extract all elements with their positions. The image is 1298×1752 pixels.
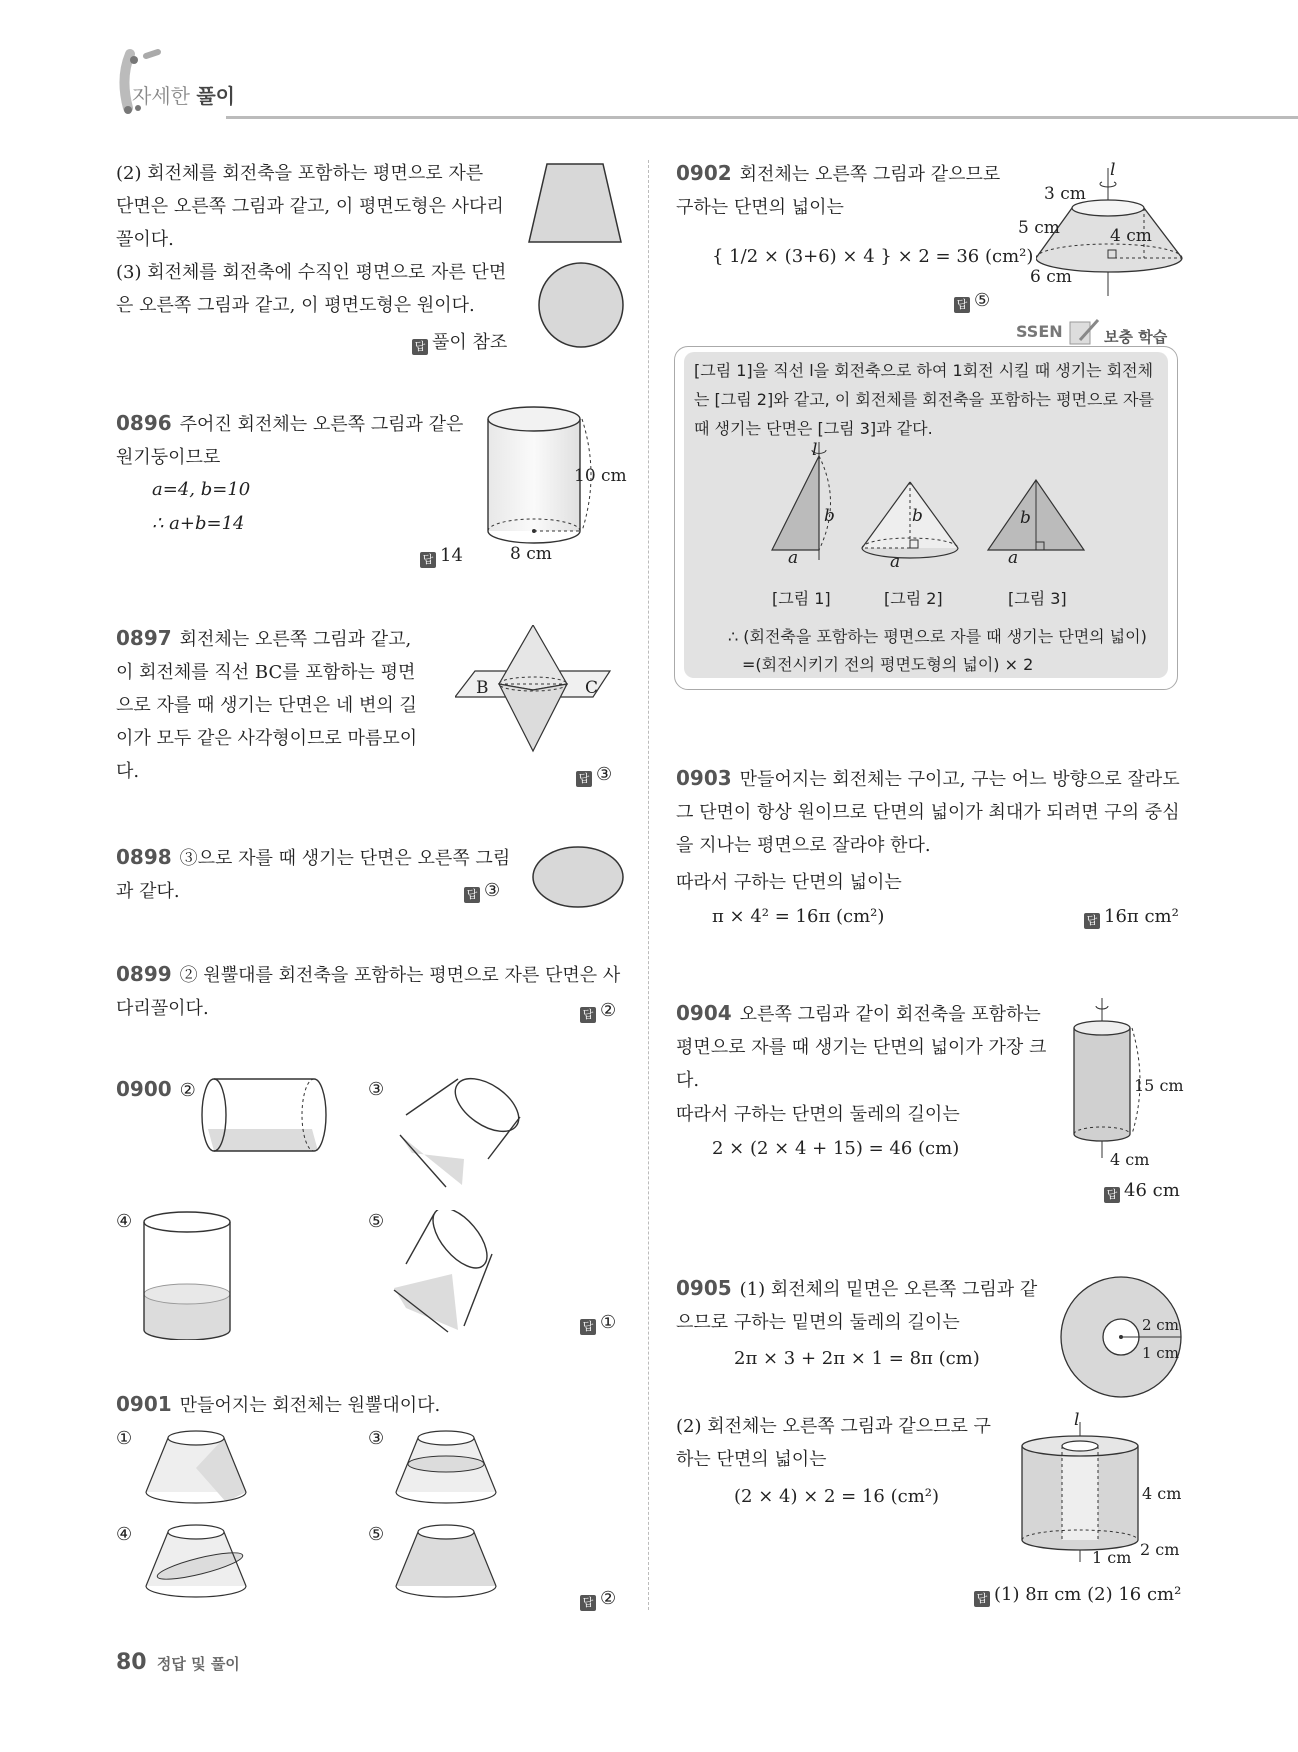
problem-text: 회전체는 오른쪽 그림과 같으므로 구하는 단면의 넓이는	[676, 164, 1001, 218]
frustum-figure-3	[392, 1428, 502, 1508]
equation-2: ∴ a+b=14	[152, 513, 245, 534]
problem-number: 0897	[116, 626, 172, 650]
answer-0897	[576, 764, 612, 787]
fig3-b-label: b	[1020, 508, 1031, 528]
part-label: (3)	[116, 262, 142, 283]
option-label: ①	[116, 1428, 133, 1449]
problem-number: 0901	[116, 1392, 172, 1416]
fig2-b-label: b	[912, 506, 923, 526]
cylinder-width-label: 8 cm	[510, 544, 552, 564]
answer-0900	[580, 1312, 616, 1335]
annulus-outer-label: 2 cm	[1142, 1316, 1179, 1334]
answer-text: 14	[440, 545, 463, 566]
answer-text: 풀이 참조	[432, 332, 508, 353]
answer-icon: 답	[412, 339, 428, 355]
cylinder-tilted-figure	[392, 1075, 532, 1195]
header-rule	[226, 116, 1298, 119]
answer-icon: 답	[1084, 913, 1100, 929]
answer-0902	[954, 290, 990, 313]
header-title-light: 자세한	[132, 84, 190, 108]
problem-number: 0900	[116, 1077, 172, 1101]
answer-icon: 답	[954, 297, 970, 313]
page-footer	[116, 1650, 240, 1675]
frustum-top-label: 3 cm	[1044, 184, 1086, 204]
answer-text: 16π cm²	[1104, 906, 1179, 927]
part-label: (1)	[739, 1279, 766, 1300]
caption-fig-3: [그림 3]	[1008, 589, 1067, 608]
axis-l-label: l	[1074, 1410, 1080, 1430]
answer-icon: 답	[1104, 1187, 1120, 1203]
equation-0903: π × 4² = 16π (cm²)	[712, 906, 885, 927]
ssen-conclusion-1: ∴ (회전축을 포함하는 평면으로 자를 때 생기는 단면의 넓이)	[728, 627, 1147, 646]
problem-text: ③으로 자를 때 생기는 단면은 오른쪽 그림과 같다.	[116, 848, 511, 902]
answer-text: ③	[596, 764, 613, 785]
trapezoid-figure	[525, 160, 625, 246]
answer-text: (1) 8π cm (2) 16 cm²	[994, 1584, 1182, 1605]
equation-0902: { 1/2 × (3+6) × 4 } × 2 = 36 (cm²)	[712, 246, 1034, 267]
answer-text: ③	[484, 880, 501, 901]
caption-fig-2: [그림 2]	[884, 589, 943, 608]
equation-0905-2: (2 × 4) × 2 = 16 (cm²)	[734, 1486, 940, 1507]
sol-0903	[676, 762, 1180, 862]
cylinder-radius-label: 4 cm	[1110, 1150, 1150, 1169]
frustum-side-label: 5 cm	[1018, 218, 1060, 238]
answer-text: ②	[600, 1000, 617, 1021]
problem-text: 만들어지는 회전체는 구이고, 구는 어느 방향으로 잘라도 그 단면이 항상 원이므로 단면의 넓이가 최대가 되려면 구의 중심을 지나는 평면으로 잘라야 한다.	[676, 769, 1180, 856]
answer-icon: 답	[580, 1595, 596, 1611]
sol-0897	[116, 622, 432, 788]
ssen-brand-text: SSEN	[1016, 322, 1063, 341]
sol-0899	[116, 958, 626, 1025]
cylinder-lying-figure	[200, 1075, 330, 1155]
option-label: ③	[368, 1428, 385, 1449]
pencil-note-icon	[1066, 316, 1100, 346]
part-text: 회전체는 오른쪽 그림과 같으므로 구하는 단면의 넓이는	[676, 1416, 991, 1470]
problem-text: 주어진 회전체는 오른쪽 그림과 같은 원기둥이므로	[116, 414, 464, 468]
answer-icon: 답	[420, 552, 436, 568]
answer-0898	[464, 880, 500, 903]
part-text: 회전체를 회전축에 수직인 평면으로 자른 단면은 오른쪽 그림과 같고, 이 평면도형은 원이다.	[116, 262, 507, 316]
equation-0905-1: 2π × 3 + 2π × 1 = 8π (cm)	[734, 1348, 980, 1369]
part-text: 회전체의 밑면은 오른쪽 그림과 같으므로 구하는 밑면의 둘레의 길이는	[676, 1279, 1038, 1333]
frustum-height-label: 4 cm	[1110, 226, 1152, 246]
sol-0905-part1	[676, 1272, 1042, 1339]
fig1-l-label: l	[812, 440, 818, 460]
answer-0896	[420, 545, 463, 568]
option-label: ⑤	[368, 1211, 385, 1232]
frustum-figure-5	[392, 1522, 502, 1602]
ssen-figure-3	[984, 476, 1088, 554]
fig1-b-label: b	[824, 506, 835, 526]
frustum-bottom-label: 6 cm	[1030, 267, 1072, 287]
ssen-text: [그림 1]을 직선 l을 회전축으로 하여 1회전 시킬 때 생기는 회전체는 [그림 2]와 같고, 이 회전체를 회전축을 포함하는 평면으로 자를 때 생기는 단면은 [그림 3]과 같다.	[694, 361, 1154, 438]
page-number: 80	[116, 1650, 147, 1675]
fig1-a-label: a	[788, 548, 799, 568]
answer-0899	[580, 1000, 616, 1023]
frustum-figure-4	[142, 1522, 252, 1602]
sol-0901	[116, 1388, 440, 1422]
equation-0904: 2 × (2 × 4 + 15) = 46 (cm)	[712, 1138, 960, 1159]
hollow-cylinder-figure	[1018, 1422, 1150, 1562]
sol-0895-part2	[116, 157, 506, 256]
cylinder-tilted-figure-2	[388, 1210, 518, 1340]
problem-number: 0902	[676, 161, 732, 185]
column-divider	[648, 160, 649, 1610]
option-label: ②	[179, 1080, 196, 1101]
sol-0902	[676, 157, 1006, 224]
answer-text: ⑤	[974, 290, 991, 311]
page-header-title	[132, 80, 235, 109]
ssen-conclusion-2: =(회전시키기 전의 평면도형의 넓이) × 2	[742, 655, 1034, 674]
sol-0903-text2: 따라서 구하는 단면의 넓이는	[676, 872, 902, 893]
answer-icon: 답	[576, 771, 592, 787]
answer-text: ②	[600, 1588, 617, 1609]
problem-number: 0899	[116, 962, 172, 986]
hollow-cylinder-inner-label: 1 cm	[1092, 1548, 1132, 1567]
part-text: 회전체를 회전축을 포함하는 평면으로 자른 단면은 오른쪽 그림과 같고, 이 평면도형은 사다리꼴이다.	[116, 163, 504, 250]
answer-0903	[1084, 906, 1179, 929]
option-label: ③	[368, 1079, 385, 1100]
answer-icon: 답	[974, 1591, 990, 1607]
sol-0895-part3	[116, 256, 516, 322]
cylinder-height-label: 10 cm	[574, 466, 627, 486]
answer-text: 46 cm	[1124, 1180, 1180, 1201]
cylinder-height-label: 15 cm	[1134, 1076, 1184, 1095]
problem-number: 0896	[116, 411, 172, 435]
point-b-label: B	[476, 678, 489, 698]
option-label: ⑤	[368, 1524, 385, 1545]
option-label: ④	[116, 1211, 133, 1232]
answer-icon: 답	[580, 1007, 596, 1023]
header-title-bold: 풀이	[196, 84, 235, 108]
answer-icon: 답	[580, 1319, 596, 1335]
annulus-figure	[1058, 1274, 1184, 1400]
sol-0904-text2: 따라서 구하는 단면의 둘레의 길이는	[676, 1104, 960, 1125]
hollow-cylinder-height-label: 4 cm	[1142, 1484, 1182, 1503]
answer-text: ①	[600, 1312, 617, 1333]
option-label: ④	[116, 1524, 133, 1545]
problem-number: 0898	[116, 845, 172, 869]
problem-text: ② 원뿔대를 회전축을 포함하는 평면으로 자른 단면은 사다리꼴이다.	[116, 965, 621, 1019]
problem-number: 0904	[676, 1001, 732, 1025]
hollow-cylinder-outer-label: 2 cm	[1140, 1540, 1180, 1559]
annulus-inner-label: 1 cm	[1142, 1344, 1179, 1362]
answer-0904	[1104, 1180, 1180, 1203]
sol-0896	[116, 407, 472, 474]
ssen-tag: 보충 학습	[1104, 328, 1168, 346]
sol-0904	[676, 997, 1048, 1097]
sol-0905-part2	[676, 1410, 1006, 1476]
ellipse-figure	[530, 844, 626, 910]
ssen-figure-2	[860, 478, 960, 562]
sol-0900-number	[116, 1073, 196, 1107]
footer-section: 정답 및 풀이	[156, 1655, 240, 1673]
part-label: (2)	[116, 163, 142, 184]
fig3-a-label: a	[1008, 548, 1019, 568]
fig2-a-label: a	[890, 552, 901, 572]
sol-0898	[116, 841, 512, 908]
problem-number: 0903	[676, 766, 732, 790]
ssen-brand	[1016, 322, 1063, 341]
part-label: (2)	[676, 1416, 702, 1437]
problem-text: 오른쪽 그림과 같이 회전축을 포함하는 평면으로 자를 때 생기는 단면의 넓이가 가장 크다.	[676, 1004, 1047, 1091]
ssen-figure-1	[764, 442, 864, 562]
problem-text: 만들어지는 회전체는 원뿔대이다.	[179, 1395, 441, 1416]
axis-l-label: l	[1110, 160, 1116, 180]
problem-number: 0905	[676, 1276, 732, 1300]
frustum-figure-1	[142, 1428, 252, 1508]
cylinder-upright-figure	[140, 1210, 240, 1340]
circle-figure	[536, 260, 626, 350]
answer-icon: 답	[464, 887, 480, 903]
point-c-label: C	[585, 678, 599, 698]
equation-1: a=4, b=10	[152, 479, 251, 500]
answer-0895	[412, 328, 507, 355]
answer-0901	[580, 1588, 616, 1611]
problem-text: 회전체는 오른쪽 그림과 같고, 이 회전체를 직선 BC를 포함하는 평면으로 자를 때 생기는 단면은 네 변의 길이가 모두 같은 사각형이므로 마름모이다.	[116, 629, 418, 782]
answer-0905	[974, 1584, 1181, 1607]
caption-fig-1: [그림 1]	[772, 589, 831, 608]
